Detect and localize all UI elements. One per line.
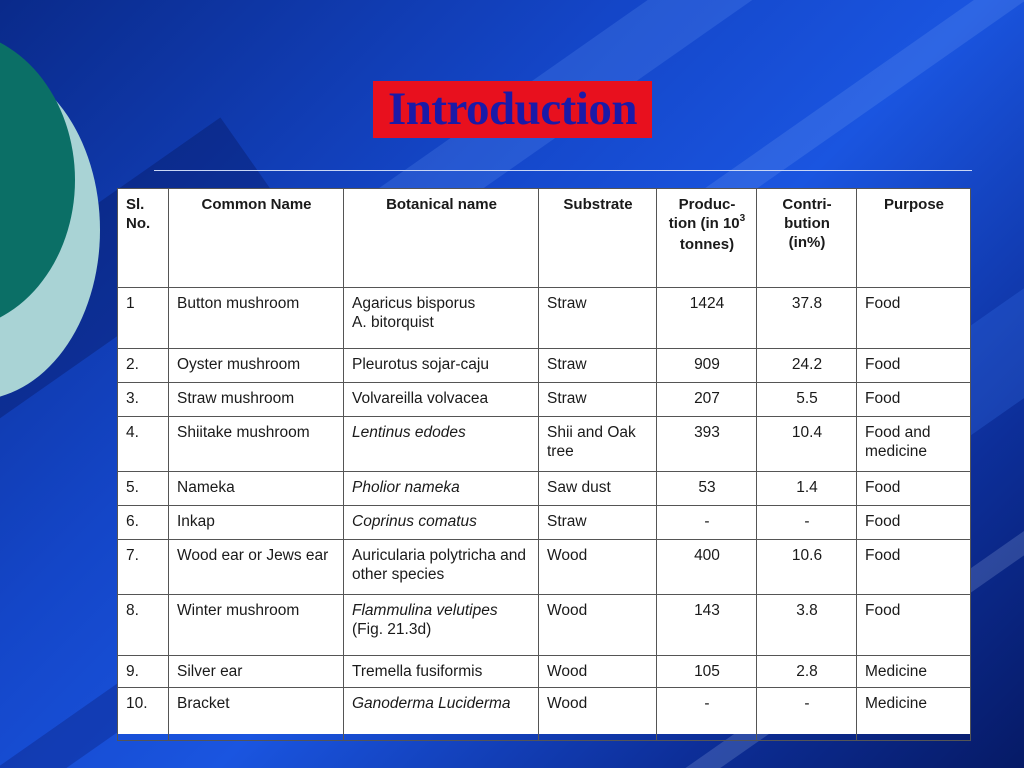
- cell-contribution: 24.2: [757, 349, 857, 383]
- cell-common: Winter mushroom: [169, 595, 344, 656]
- header-botanical-name: Botanical name: [344, 189, 539, 288]
- cell-sl: 1: [118, 288, 169, 349]
- cell-purpose: Food: [857, 595, 971, 656]
- cell-common: Button mushroom: [169, 288, 344, 349]
- cell-production: 105: [657, 656, 757, 688]
- header-production: [657, 189, 757, 288]
- table-row: [118, 595, 971, 656]
- cell-contribution: -: [757, 688, 857, 741]
- cell-production: 143: [657, 595, 757, 656]
- cell-contribution: 3.8: [757, 595, 857, 656]
- cell-botanical: Auricularia polytricha and other species: [344, 540, 539, 595]
- header-production-unit: tonnes): [679, 236, 735, 253]
- cell-substrate: Wood: [539, 540, 657, 595]
- cell-sl: 4.: [118, 417, 169, 472]
- table-row: [118, 656, 971, 688]
- cell-sl: 8.: [118, 595, 169, 656]
- cell-contribution: 10.4: [757, 417, 857, 472]
- cell-production: 400: [657, 540, 757, 595]
- table-row: [118, 383, 971, 417]
- table-row: [118, 540, 971, 595]
- header-purpose: Purpose: [857, 189, 971, 288]
- cell-contribution: 2.8: [757, 656, 857, 688]
- cell-common: Nameka: [169, 472, 344, 506]
- title-divider: [154, 170, 972, 171]
- cell-common: Shiitake mushroom: [169, 417, 344, 472]
- header-production-sup: 3: [739, 213, 746, 224]
- header-sl-no: Sl. No.: [118, 189, 169, 288]
- cell-sl: 2.: [118, 349, 169, 383]
- table-row: [118, 288, 971, 349]
- cell-botanical: Tremella fusiformis: [344, 656, 539, 688]
- cell-substrate: Wood: [539, 688, 657, 741]
- cell-purpose: Food: [857, 506, 971, 540]
- cell-contribution: 37.8: [757, 288, 857, 349]
- cell-sl: 9.: [118, 656, 169, 688]
- cell-substrate: Wood: [539, 656, 657, 688]
- header-production-text: Produc-tion (in 10: [668, 196, 740, 232]
- cell-substrate: Straw: [539, 383, 657, 417]
- table-row: [118, 472, 971, 506]
- cell-substrate: Wood: [539, 595, 657, 656]
- cell-common: Straw mushroom: [169, 383, 344, 417]
- cell-sl: 6.: [118, 506, 169, 540]
- cell-common: Oyster mushroom: [169, 349, 344, 383]
- cell-botanical: Pholior nameka: [344, 472, 539, 506]
- cell-common: Bracket: [169, 688, 344, 741]
- cell-contribution: 5.5: [757, 383, 857, 417]
- cell-botanical: Ganoderma Luciderma: [344, 688, 539, 741]
- cell-sl: 7.: [118, 540, 169, 595]
- cell-botanical-line2: (Fig. 21.3d): [352, 621, 432, 638]
- cell-contribution: 10.6: [757, 540, 857, 595]
- cell-contribution: 1.4: [757, 472, 857, 506]
- cell-substrate: Saw dust: [539, 472, 657, 506]
- cell-botanical-line1: Agaricus bisporus: [352, 295, 476, 312]
- header-common-name: Common Name: [169, 189, 344, 288]
- cell-production: 1424: [657, 288, 757, 349]
- cell-common: Wood ear or Jews ear: [169, 540, 344, 595]
- cell-production: -: [657, 688, 757, 741]
- cell-common: Inkap: [169, 506, 344, 540]
- table-row: [118, 417, 971, 472]
- cell-purpose: Medicine: [857, 656, 971, 688]
- header-substrate: Substrate: [539, 189, 657, 288]
- cell-substrate: Straw: [539, 506, 657, 540]
- table-header-row: [118, 189, 971, 288]
- cell-botanical: [344, 288, 539, 349]
- header-contribution: Contri-bution (in%): [757, 189, 857, 288]
- cell-sl: 5.: [118, 472, 169, 506]
- cell-production: 207: [657, 383, 757, 417]
- cell-production: 393: [657, 417, 757, 472]
- cell-purpose: Food: [857, 288, 971, 349]
- cell-purpose: Food: [857, 540, 971, 595]
- cell-botanical: Coprinus comatus: [344, 506, 539, 540]
- cell-purpose: Medicine: [857, 688, 971, 741]
- table-row: [118, 506, 971, 540]
- cell-purpose: Food: [857, 349, 971, 383]
- cell-botanical: Pleurotus sojar-caju: [344, 349, 539, 383]
- table-row: [118, 349, 971, 383]
- cell-production: 53: [657, 472, 757, 506]
- slide-title: Introduction: [373, 81, 652, 138]
- table-row: [118, 688, 971, 741]
- cell-sl: 10.: [118, 688, 169, 741]
- cell-botanical: [344, 595, 539, 656]
- mushroom-table: [117, 188, 970, 734]
- cell-contribution: -: [757, 506, 857, 540]
- cell-production: -: [657, 506, 757, 540]
- cell-purpose: Food: [857, 383, 971, 417]
- cell-purpose: Food: [857, 472, 971, 506]
- cell-substrate: Shii and Oak tree: [539, 417, 657, 472]
- cell-botanical: Volvareilla volvacea: [344, 383, 539, 417]
- cell-sl: 3.: [118, 383, 169, 417]
- data-table: [117, 188, 971, 741]
- cell-botanical-line2: A. bitorquist: [352, 314, 434, 331]
- cell-substrate: Straw: [539, 288, 657, 349]
- cell-purpose: Food and medicine: [857, 417, 971, 472]
- cell-botanical: Lentinus edodes: [344, 417, 539, 472]
- cell-common: Silver ear: [169, 656, 344, 688]
- cell-substrate: Straw: [539, 349, 657, 383]
- cell-production: 909: [657, 349, 757, 383]
- cell-botanical-line1: Flammulina velutipes: [352, 602, 498, 619]
